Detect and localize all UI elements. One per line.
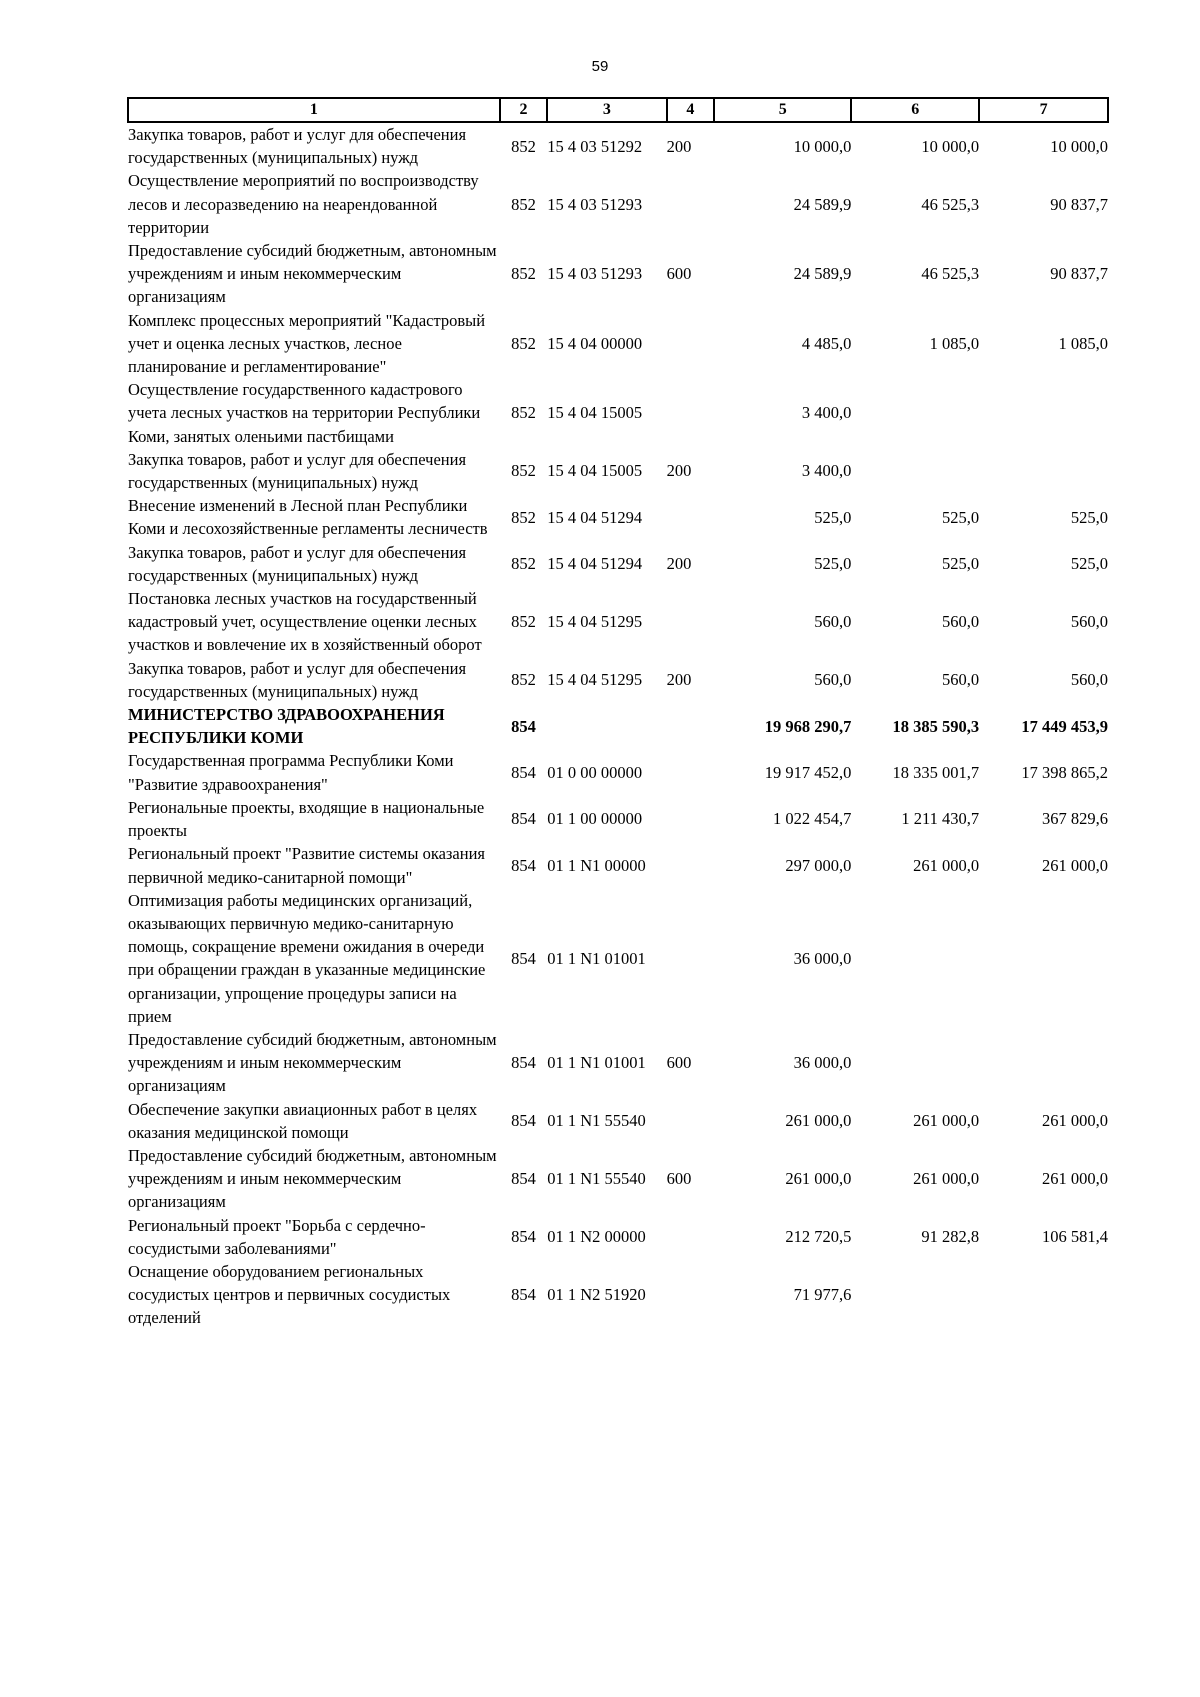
row-name: Осуществление государственного кадастрового учета лесных участков на территории Республики Коми, занятых оленьими пастбищами bbox=[128, 380, 481, 446]
table-row bbox=[128, 1260, 1108, 1330]
row-amount-year-3: 525,0 bbox=[1070, 554, 1108, 574]
row-amount-year-2: 525,0 bbox=[942, 507, 980, 527]
table-row bbox=[128, 378, 1108, 448]
table-row bbox=[128, 448, 1108, 494]
table-row bbox=[128, 309, 1108, 379]
row-target-article: 01 1 N2 00000 bbox=[547, 1227, 646, 1247]
row-amount-year-3: 525,0 bbox=[1070, 507, 1108, 527]
row-amount-year-2: 1 085,0 bbox=[929, 333, 980, 353]
row-name: Региональный проект "Борьба с сердечно-сосудистыми заболеваниями" bbox=[128, 1215, 426, 1258]
row-amount-year-1: 212 720,5 bbox=[785, 1227, 852, 1247]
table-row bbox=[128, 239, 1108, 309]
row-amount-year-2: 10 000,0 bbox=[921, 136, 980, 156]
row-expense-type bbox=[667, 703, 715, 749]
row-target-article: 01 1 00 00000 bbox=[547, 809, 643, 829]
row-expense-type bbox=[667, 1260, 715, 1330]
row-amount-year-3: 106 581,4 bbox=[1042, 1227, 1108, 1247]
row-amount-year-1: 3 400,0 bbox=[801, 403, 852, 423]
row-name: Комплекс процессных мероприятий "Кадастровый учет и оценка лесных участков, лесное планирование и регламентирование" bbox=[128, 310, 486, 377]
row-amount-year-3: 17 449 453,9 bbox=[1021, 716, 1108, 736]
row-code: 854 bbox=[511, 809, 536, 829]
row-amount-year-1: 3 400,0 bbox=[801, 461, 852, 481]
row-target-article: 01 1 N1 01001 bbox=[547, 1053, 646, 1073]
header-col-4: 4 bbox=[667, 98, 715, 122]
row-expense-type bbox=[667, 494, 715, 540]
table-row bbox=[128, 1214, 1108, 1260]
row-amount-year-2: 46 525,3 bbox=[921, 194, 980, 214]
row-expense-type: 200 bbox=[666, 136, 692, 156]
row-code: 854 bbox=[511, 716, 536, 736]
table-row bbox=[128, 657, 1108, 703]
row-code: 854 bbox=[511, 1227, 536, 1247]
row-target-article: 15 4 03 51293 bbox=[547, 194, 643, 214]
row-expense-type: 600 bbox=[666, 1053, 692, 1073]
row-name: Закупка товаров, работ и услуг для обеспечения государственных (муниципальных) нужд bbox=[128, 125, 467, 168]
row-target-article: 15 4 03 51293 bbox=[547, 264, 643, 284]
row-expense-type bbox=[667, 842, 715, 888]
row-amount-year-3: 261 000,0 bbox=[1042, 1111, 1108, 1131]
row-code: 854 bbox=[511, 763, 536, 783]
row-amount-year-1: 261 000,0 bbox=[785, 1169, 852, 1189]
row-expense-type bbox=[667, 796, 715, 842]
row-amount-year-3: 90 837,7 bbox=[1050, 264, 1108, 284]
table-row bbox=[128, 1028, 1108, 1098]
row-code: 852 bbox=[511, 670, 536, 690]
row-amount-year-1: 4 485,0 bbox=[801, 333, 852, 353]
row-code: 852 bbox=[511, 554, 536, 574]
row-target-article: 01 1 N1 55540 bbox=[547, 1111, 646, 1131]
row-name: Региональные проекты, входящие в национальные проекты bbox=[128, 797, 485, 841]
row-name: Предоставление субсидий бюджетным, автономным учреждениям и иным некоммерческим организациям bbox=[128, 241, 497, 307]
row-target-article: 01 0 00 00000 bbox=[547, 763, 643, 783]
table-row bbox=[128, 1144, 1108, 1214]
row-amount-year-3 bbox=[979, 448, 1108, 494]
row-name: Закупка товаров, работ и услуг для обеспечения государственных (муниципальных) нужд bbox=[128, 658, 467, 701]
header-col-7: 7 bbox=[979, 98, 1108, 122]
row-amount-year-1: 525,0 bbox=[814, 507, 852, 527]
row-amount-year-1: 24 589,9 bbox=[793, 194, 852, 214]
table-header bbox=[128, 98, 1108, 122]
row-amount-year-2: 261 000,0 bbox=[913, 1111, 980, 1131]
row-expense-type bbox=[667, 889, 715, 1028]
row-amount-year-1: 24 589,9 bbox=[793, 264, 852, 284]
row-amount-year-1: 36 000,0 bbox=[793, 1053, 852, 1073]
row-amount-year-1: 36 000,0 bbox=[793, 948, 852, 968]
table-row bbox=[128, 587, 1108, 657]
row-name: Осуществление мероприятий по воспроизводству лесов и лесоразведению на неарендованной территории bbox=[128, 171, 479, 237]
row-name: Оснащение оборудованием региональных сосудистых центров и первичных сосудистых отделений bbox=[128, 1261, 451, 1328]
row-name: Региональный проект "Развитие системы оказания первичной медико-санитарной помощи" bbox=[128, 844, 486, 887]
row-name: Предоставление субсидий бюджетным, автономным учреждениям и иным некоммерческим организациям bbox=[128, 1029, 497, 1096]
row-code: 852 bbox=[511, 264, 536, 284]
row-amount-year-2 bbox=[851, 448, 979, 494]
row-code: 852 bbox=[511, 403, 536, 423]
row-target-article: 15 4 03 51292 bbox=[547, 136, 643, 156]
row-amount-year-3: 90 837,7 bbox=[1050, 194, 1108, 214]
table-row bbox=[128, 169, 1108, 239]
table-row bbox=[128, 749, 1108, 795]
row-amount-year-2 bbox=[851, 1028, 979, 1098]
row-target-article: 01 1 N1 01001 bbox=[547, 948, 646, 968]
table-row bbox=[128, 494, 1108, 540]
row-amount-year-1: 560,0 bbox=[814, 670, 852, 690]
row-amount-year-3: 17 398 865,2 bbox=[1021, 763, 1108, 783]
row-amount-year-1: 560,0 bbox=[814, 612, 852, 632]
row-target-article: 01 1 N2 51920 bbox=[547, 1285, 646, 1305]
row-amount-year-2: 560,0 bbox=[942, 612, 980, 632]
row-amount-year-3 bbox=[979, 1028, 1108, 1098]
row-amount-year-2: 525,0 bbox=[942, 554, 980, 574]
table-row bbox=[128, 1098, 1108, 1144]
table-body bbox=[128, 122, 1108, 1330]
row-amount-year-3: 1 085,0 bbox=[1058, 333, 1108, 353]
budget-table bbox=[127, 97, 1109, 1330]
row-name: МИНИСТЕРСТВО ЗДРАВООХРАНЕНИЯ РЕСПУБЛИКИ КОМИ bbox=[128, 705, 445, 748]
table-row bbox=[128, 796, 1108, 842]
table-row bbox=[128, 703, 1108, 749]
table-row bbox=[128, 122, 1108, 169]
row-amount-year-2: 1 211 430,7 bbox=[901, 809, 980, 829]
page-number: 59 bbox=[591, 58, 609, 75]
row-amount-year-2: 261 000,0 bbox=[913, 1169, 980, 1189]
row-expense-type bbox=[667, 309, 715, 379]
row-amount-year-3 bbox=[979, 1260, 1108, 1330]
row-expense-type bbox=[667, 587, 715, 657]
row-amount-year-1: 297 000,0 bbox=[785, 855, 852, 875]
row-code: 852 bbox=[511, 194, 536, 214]
row-amount-year-2 bbox=[851, 378, 979, 448]
row-expense-type bbox=[667, 378, 715, 448]
row-amount-year-2: 560,0 bbox=[942, 670, 980, 690]
row-target-article: 01 1 N1 00000 bbox=[547, 855, 646, 875]
header-col-6: 6 bbox=[851, 98, 979, 122]
row-amount-year-3: 560,0 bbox=[1070, 612, 1108, 632]
row-amount-year-2: 46 525,3 bbox=[921, 264, 980, 284]
row-target-article: 15 4 04 51294 bbox=[547, 507, 643, 527]
row-expense-type: 600 bbox=[666, 1169, 692, 1189]
row-name: Внесение изменений в Лесной план Республики Коми и лесохозяйственные регламенты лесничеств bbox=[128, 496, 488, 539]
row-amount-year-3: 367 829,6 bbox=[1042, 809, 1108, 829]
row-target-article: 15 4 04 00000 bbox=[547, 333, 643, 353]
table-row bbox=[128, 541, 1108, 587]
row-expense-type bbox=[667, 749, 715, 795]
row-amount-year-2 bbox=[851, 1260, 979, 1330]
row-amount-year-1: 261 000,0 bbox=[785, 1111, 852, 1131]
row-amount-year-3: 261 000,0 bbox=[1042, 1169, 1108, 1189]
row-code: 854 bbox=[511, 1285, 536, 1305]
row-name: Предоставление субсидий бюджетным, автономным учреждениям и иным некоммерческим организациям bbox=[128, 1145, 497, 1212]
row-code: 854 bbox=[511, 1053, 536, 1073]
header-col-1: 1 bbox=[128, 98, 500, 122]
row-name: Постановка лесных участков на государственный кадастровый учет, осуществление оценки лесных участков и вовлечение их в хозяйственный оборот bbox=[128, 589, 482, 655]
row-target-article: 15 4 04 51295 bbox=[547, 670, 643, 690]
row-name: Обеспечение закупки авиационных работ в целях оказания медицинской помощи bbox=[128, 1099, 478, 1142]
row-amount-year-3: 261 000,0 bbox=[1042, 855, 1108, 875]
row-amount-year-2: 18 335 001,7 bbox=[892, 763, 980, 783]
row-amount-year-3 bbox=[979, 889, 1108, 1028]
header-col-3: 3 bbox=[547, 98, 666, 122]
row-name: Закупка товаров, работ и услуг для обеспечения государственных (муниципальных) нужд bbox=[128, 449, 467, 493]
row-amount-year-2: 91 282,8 bbox=[921, 1227, 980, 1247]
row-expense-type bbox=[667, 1098, 715, 1144]
row-expense-type: 200 bbox=[666, 554, 692, 574]
row-target-article: 01 1 N1 55540 bbox=[547, 1169, 646, 1189]
table-row bbox=[128, 889, 1108, 1028]
row-amount-year-2: 18 385 590,3 bbox=[892, 716, 980, 736]
header-col-2: 2 bbox=[500, 98, 548, 122]
row-target-article: 15 4 04 51294 bbox=[547, 554, 643, 574]
row-name: Государственная программа Республики Коми "Развитие здравоохранения" bbox=[128, 751, 454, 794]
row-expense-type: 600 bbox=[666, 264, 692, 284]
row-code: 852 bbox=[511, 612, 536, 632]
row-target-article bbox=[547, 703, 666, 749]
row-code: 852 bbox=[511, 333, 536, 353]
row-amount-year-1: 1 022 454,7 bbox=[772, 809, 852, 829]
row-expense-type bbox=[667, 169, 715, 239]
row-code: 854 bbox=[511, 948, 536, 968]
row-target-article: 15 4 04 15005 bbox=[547, 403, 643, 423]
row-code: 852 bbox=[511, 507, 536, 527]
row-code: 852 bbox=[511, 461, 536, 481]
row-amount-year-2: 261 000,0 bbox=[913, 855, 980, 875]
row-expense-type: 200 bbox=[666, 670, 692, 690]
table-row bbox=[128, 842, 1108, 888]
row-target-article: 15 4 04 15005 bbox=[547, 461, 643, 481]
row-name: Оптимизация работы медицинских организаций, оказывающих первичную медико-санитарную помощь, сокращение времени ожидания в очереди при обращении граждан в указанные медицинские организации, упрощение процедуры записи на прием bbox=[128, 890, 486, 1026]
row-code: 852 bbox=[511, 136, 536, 156]
row-expense-type: 200 bbox=[666, 461, 692, 481]
row-amount-year-1: 10 000,0 bbox=[793, 136, 852, 156]
row-target-article: 15 4 04 51295 bbox=[547, 612, 643, 632]
row-code: 854 bbox=[511, 1169, 536, 1189]
row-amount-year-1: 525,0 bbox=[814, 554, 852, 574]
row-amount-year-3: 560,0 bbox=[1070, 670, 1108, 690]
row-code: 854 bbox=[511, 855, 536, 875]
row-name: Закупка товаров, работ и услуг для обеспечения государственных (муниципальных) нужд bbox=[128, 542, 467, 585]
header-col-5: 5 bbox=[714, 98, 851, 122]
row-code: 854 bbox=[511, 1111, 536, 1131]
row-amount-year-3 bbox=[979, 378, 1108, 448]
row-amount-year-1: 71 977,6 bbox=[793, 1285, 852, 1305]
row-amount-year-2 bbox=[851, 889, 979, 1028]
row-amount-year-1: 19 917 452,0 bbox=[764, 763, 852, 783]
row-amount-year-3: 10 000,0 bbox=[1050, 136, 1108, 156]
row-expense-type bbox=[667, 1214, 715, 1260]
row-amount-year-1: 19 968 290,7 bbox=[764, 716, 852, 736]
